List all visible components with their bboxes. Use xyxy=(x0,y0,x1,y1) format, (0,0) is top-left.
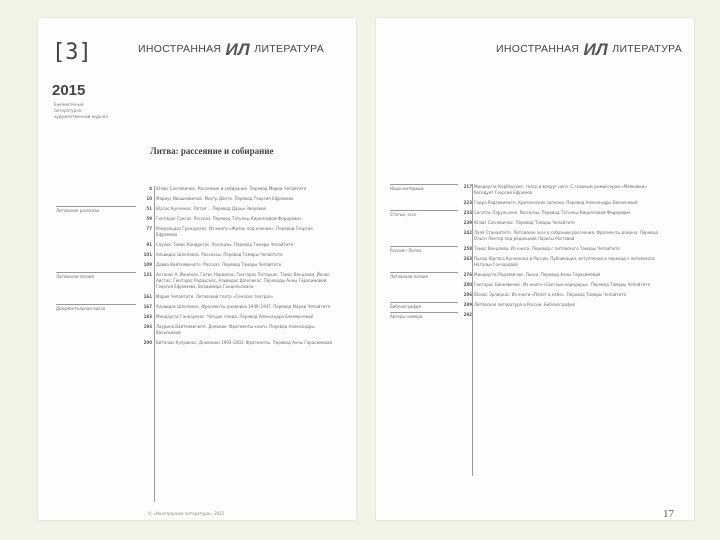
toc-page-number: 91 xyxy=(146,242,152,247)
toc-page-number: 131 xyxy=(143,272,152,277)
toc-entry-text: Гинтарас Григас. Рассказ. Перевод Татьяны Кирилловой-Федорович xyxy=(156,216,302,221)
toc-entry xyxy=(56,186,356,192)
toc-page-number: 217 xyxy=(463,184,472,189)
toc-entry-text: Альвидас Шлепикас. Рассказы. Перевод Тамары Чепайтите xyxy=(156,252,283,257)
table-of-contents xyxy=(390,184,690,319)
toc-section-heading: Авторы номера xyxy=(390,312,458,320)
toc-entry xyxy=(390,220,690,226)
toc-entry xyxy=(390,184,690,196)
section-title: Литва: рассеяние и собирание xyxy=(150,146,274,156)
slide-number: 17 xyxy=(663,508,674,520)
toc-section-heading: Наши интервью xyxy=(390,184,458,192)
toc-entry-text: Мария Чепайтите. Литовский театр «Сенасис театрас» xyxy=(156,294,274,299)
toc-page-number: 258 xyxy=(463,246,472,251)
journal-masthead xyxy=(496,40,682,60)
toc-entry xyxy=(56,304,356,310)
toc-page-number: 239 xyxy=(463,220,472,225)
toc-page-number: 200 xyxy=(143,340,152,345)
toc-page-number: 276 xyxy=(463,272,472,277)
toc-page-number: 161 xyxy=(143,294,152,299)
toc-entry-text: Альвидас Шлепикас. Фрагменты дневника 1946–1947. Перевод Марии Чепайтите xyxy=(156,304,331,309)
toc-page-number: 280 xyxy=(463,282,472,287)
masthead-word-2: ЛИТЕРАТУРА xyxy=(254,43,324,55)
toc-page-number: 233 xyxy=(463,210,472,215)
toc-page-number: 109 xyxy=(143,262,152,267)
toc-entry-text: Миндаугас Ганкаускас. Четыре этюда. Перевод Александра Бекмерчевой xyxy=(156,314,314,319)
toc-entry xyxy=(56,262,356,268)
toc-page-number: 193 xyxy=(143,324,152,329)
toc-entry xyxy=(390,302,690,308)
toc-entry-text: Литовская литература в России. Библиография xyxy=(474,302,575,307)
toc-entry xyxy=(390,200,690,206)
toc-entry-text: Юлюс Сасневичюс. Рассеяние и собирание. Перевод Марии Чепайтите xyxy=(156,186,307,191)
toc-page-number: 289 xyxy=(463,302,472,307)
masthead-word-2: ЛИТЕРАТУРА xyxy=(612,43,682,55)
toc-entry-text: Мариус Ивашкявичюс. Мистр Данте. Перевод Георгия Ефремова xyxy=(156,196,294,201)
masthead-word-1: ИНОСТРАННАЯ xyxy=(138,43,222,55)
journal-logo-icon: ИЛ xyxy=(225,40,251,59)
toc-entry xyxy=(56,206,356,212)
issue-year: 2015 xyxy=(52,82,86,99)
toc-entry-text: Сигитас Парульскис. Рассказы. Перевод Татьяны Кирилловой-Федорович xyxy=(474,210,631,215)
masthead-word-1: ИНОСТРАННАЯ xyxy=(496,43,580,55)
toc-entry xyxy=(390,230,690,242)
issue-description: Ежемесячный литературно-художественный журнал xyxy=(54,102,108,119)
toc-page-number: 183 xyxy=(143,314,152,319)
toc-page-number: 286 xyxy=(463,292,472,297)
toc-section-heading: Россия—Литва xyxy=(390,246,458,254)
toc-entry-text: Миндаугас Карбаускис: театр и вокруг него. С главным режиссером «Маяковки» беседует Георгий Ефремов xyxy=(474,184,647,195)
copyright-footer: © «Иностранная литература», 2015 xyxy=(148,511,225,516)
toc-entry xyxy=(56,272,356,290)
toc-entry xyxy=(56,252,356,258)
toc-entry-text: Ромуальдас Гранаускас. Из книги «Жизнь под кленом». Перевод Георгия Ефремова xyxy=(156,226,313,237)
toc-entry-text: Юргис Кунчинас. Пятая ... Перевод Дарьи Зверевой xyxy=(156,206,267,211)
toc-page-number: 10 xyxy=(146,196,152,201)
toc-entry-text: Юлюс Сасневичюс. Перевод Тамары Чепайтите xyxy=(474,220,575,225)
toc-page-number: 59 xyxy=(146,216,152,221)
toc-entry-text: Гинтарас Бинкявичюс. Из книги «Светлые коридоры». Перевод Тамары Чепайтите xyxy=(474,282,651,287)
journal-logo-icon: ИЛ xyxy=(583,40,609,59)
right-contents-page xyxy=(376,18,694,520)
toc-page-number: 242 xyxy=(463,230,472,235)
toc-page-number: 263 xyxy=(463,256,472,261)
toc-section-heading: Документальная проза xyxy=(56,304,136,312)
toc-entry xyxy=(56,226,356,238)
toc-page-number: 292 xyxy=(463,312,472,317)
toc-section-heading: Литовские рассказы xyxy=(56,206,136,214)
toc-entry-text: Дайва Вайткявичюте. Рассказ. Перевод Тамары Чепайтите xyxy=(156,262,282,267)
toc-page-number: 167 xyxy=(143,304,152,309)
toc-entry xyxy=(56,314,356,320)
toc-entry-text: Пьесы Юргиса Кунчинаса в России. Публикация, вступление и перевод с литовского Натальи Гончаровой xyxy=(474,256,655,267)
toc-page-number: 223 xyxy=(463,200,472,205)
journal-masthead xyxy=(138,40,324,60)
toc-entry xyxy=(56,294,356,300)
toc-entry xyxy=(390,256,690,268)
toc-entry-text: Виталюс Купрюнас. Дневники 1993–2003. Фрагменты. Перевод Анны Герасимовой xyxy=(156,340,332,345)
toc-entry xyxy=(390,292,690,298)
toc-entry xyxy=(56,340,356,346)
toc-page-number: 101 xyxy=(143,252,152,257)
toc-entry xyxy=(390,282,690,288)
toc-entry-text: Томас Венцлова. Из книги. Перевод с литовского Тамары Чепайтите xyxy=(474,246,620,251)
left-contents-page xyxy=(38,18,356,520)
toc-section-heading: Литовская поэзия xyxy=(56,272,136,280)
toc-page-number: 77 xyxy=(146,226,152,231)
table-of-contents xyxy=(56,186,356,350)
toc-entry-text: Гедра Радзявичюте. Критические записки. Перевод Александры Васильевой xyxy=(474,200,638,205)
toc-entry-text: Юозас Эрлицкас. Из книги «Полет в небо». Перевод Тамары Чепайтите xyxy=(474,292,626,297)
toc-entry xyxy=(390,210,690,216)
toc-page-number: 51 xyxy=(146,206,152,211)
toc-section-heading: Литовская поэзия xyxy=(390,272,458,280)
issue-number: [3] xyxy=(52,40,92,65)
toc-section-heading: Статьи, эссе xyxy=(390,210,458,218)
toc-entry-text: Миндаугас Радзявичюс. Пьеса. Перевод Анны Герасимовой xyxy=(474,272,601,277)
toc-entry xyxy=(56,216,356,222)
toc-entry xyxy=(56,196,356,202)
toc-section-heading: Библиография xyxy=(390,302,458,310)
toc-entry xyxy=(56,242,356,248)
toc-page-number: 4 xyxy=(149,186,152,191)
toc-entry xyxy=(56,324,356,336)
toc-entry-text: Саулюс Томас Кондротас. Рассказы. Перевод Тамары Чепайтите xyxy=(156,242,294,247)
toc-entry-text: Антанас А. Йонинас, Гитис Норвилас, Гинтарас Патацкас, Томас Венцлова, Йонас Аистис, Гинтарас Радаускас, Альвидас Шлепикас. Переводы Анны Герасимовой, Георгия Ефремова, Владимира Гандельсмана xyxy=(156,272,330,289)
toc-entry-text: Лаурина Вайткявичюте. Дневник. Фрагменты книги. Перевод Александры Васильевой xyxy=(156,324,315,335)
toc-entry-text: Лаля Станайтите. Литовское эссе о собрании рассеяния. Фрагменты романа. Перевод Ольги Лектор под редакцией Ларисы Ростовой xyxy=(474,230,658,241)
toc-entry xyxy=(390,272,690,278)
toc-entry xyxy=(390,246,690,252)
